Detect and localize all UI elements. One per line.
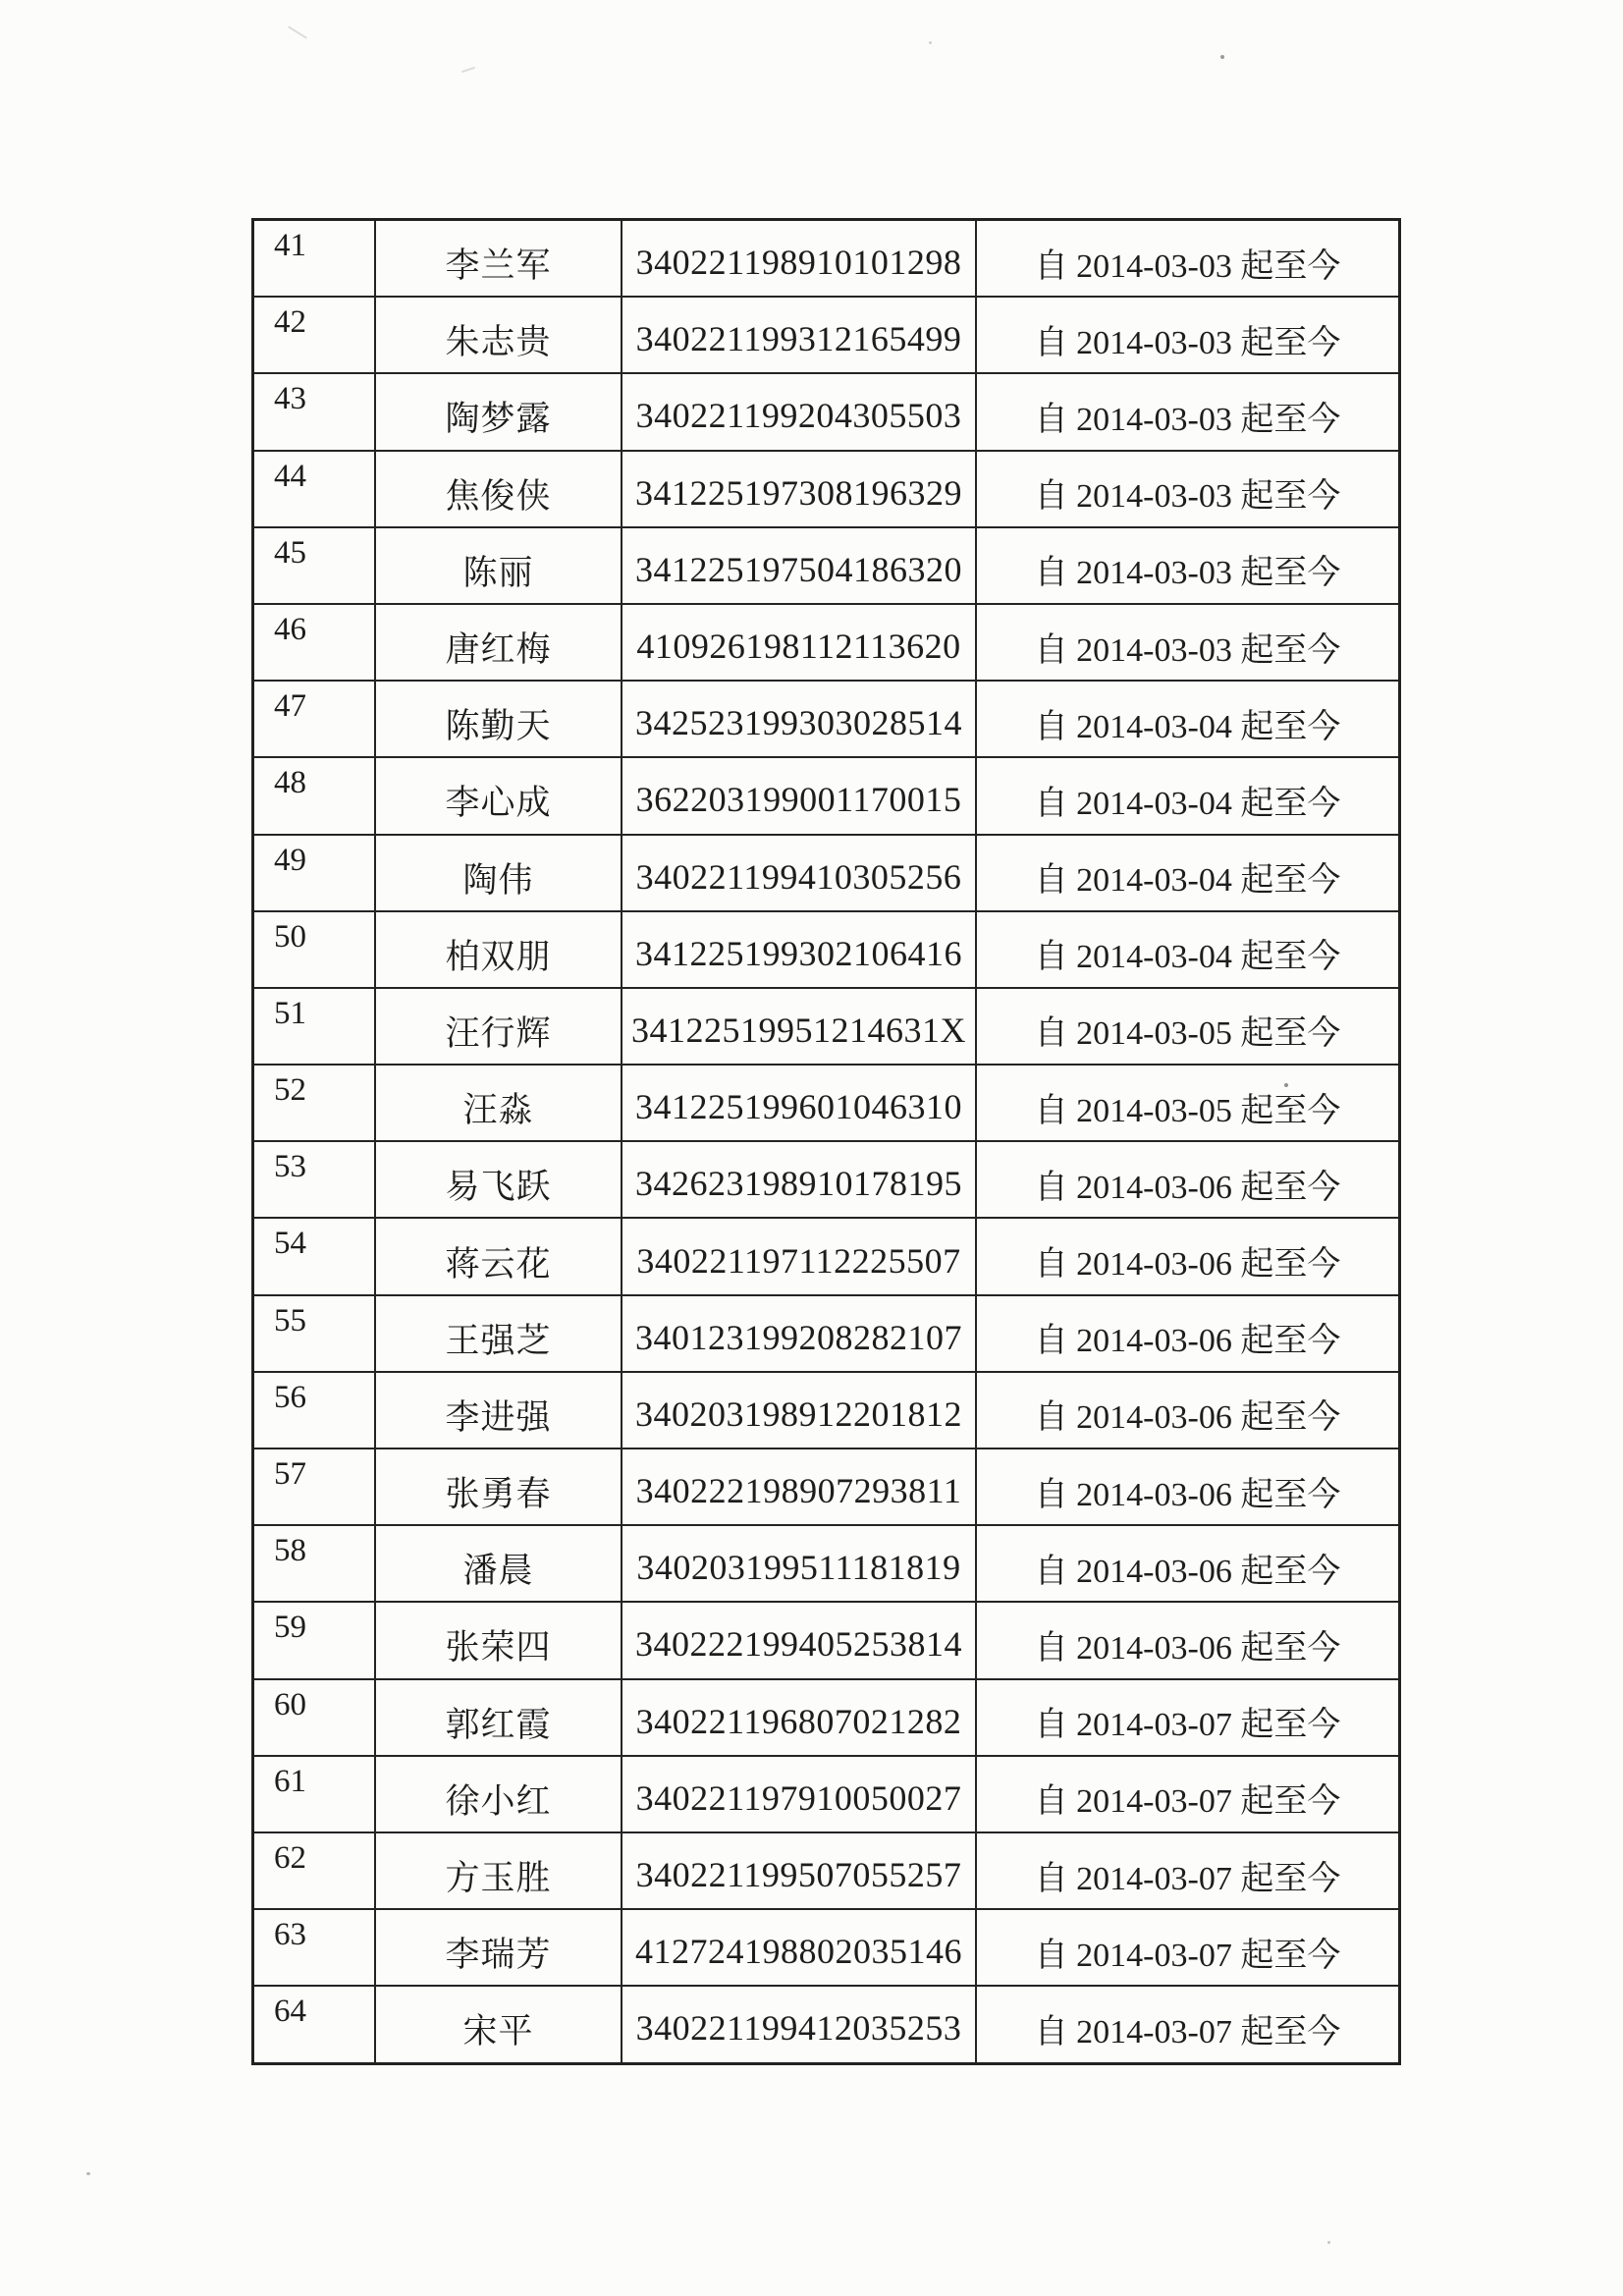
person-name: 李心成 [374,758,621,833]
table-row [254,1601,1398,1677]
row-number: 59 [274,1610,306,1646]
table-row [254,987,1398,1064]
person-name: 汪淼 [374,1066,621,1140]
id-number: 340222199405253814 [621,1603,975,1677]
validity-period: 自 2014-03-06 起至今 [975,1526,1398,1601]
id-number: 34122519951214631X [621,989,975,1064]
person-name: 陶伟 [374,836,621,910]
row-number: 43 [274,381,306,417]
validity-period: 自 2014-03-06 起至今 [975,1142,1398,1217]
person-name: 宋平 [374,1987,621,2061]
scan-speck [86,2172,90,2175]
row-number: 63 [274,1917,306,1953]
person-name: 蒋云花 [374,1219,621,1293]
id-number: 342523199303028514 [621,682,975,756]
row-number: 58 [274,1533,306,1569]
row-number: 62 [274,1839,306,1876]
table-row [254,221,1398,296]
validity-period: 自 2014-03-07 起至今 [975,1833,1398,1908]
table-row [254,1371,1398,1448]
table-row [254,1448,1398,1524]
scan-scratch [461,67,475,73]
table-row [254,1831,1398,1908]
person-name: 张勇春 [374,1449,621,1524]
row-number: 57 [274,1456,306,1492]
row-number: 56 [274,1379,306,1415]
id-number: 340221197112225507 [621,1219,975,1293]
id-number: 340221197910050027 [621,1757,975,1831]
person-name: 潘晨 [374,1526,621,1601]
person-name: 李进强 [374,1373,621,1448]
validity-period: 自 2014-03-03 起至今 [975,374,1398,449]
validity-period: 自 2014-03-03 起至今 [975,298,1398,372]
row-number: 47 [274,688,306,725]
id-number: 340221199410305256 [621,836,975,910]
validity-period: 自 2014-03-04 起至今 [975,682,1398,756]
id-number: 341225199302106416 [621,912,975,987]
scan-speck [1220,55,1224,59]
table-row [254,1985,1398,2061]
table-row [254,1294,1398,1371]
validity-period: 自 2014-03-07 起至今 [975,1757,1398,1831]
row-number: 45 [274,534,306,571]
person-name: 王强芝 [374,1296,621,1371]
personnel-roster-table [251,218,1401,2065]
id-number: 340221198910101298 [621,221,975,296]
validity-period: 自 2014-03-05 起至今 [975,1066,1398,1140]
id-number: 340221199507055257 [621,1833,975,1908]
person-name: 陶梦露 [374,374,621,449]
validity-period: 自 2014-03-04 起至今 [975,912,1398,987]
person-name: 唐红梅 [374,605,621,680]
id-number: 340123199208282107 [621,1296,975,1371]
person-name: 焦俊侠 [374,452,621,526]
validity-period: 自 2014-03-03 起至今 [975,528,1398,603]
person-name: 朱志贵 [374,298,621,372]
validity-period: 自 2014-03-07 起至今 [975,1680,1398,1755]
validity-period: 自 2014-03-03 起至今 [975,605,1398,680]
validity-period: 自 2014-03-06 起至今 [975,1449,1398,1524]
validity-period: 自 2014-03-03 起至今 [975,221,1398,296]
table-row [254,450,1398,526]
table-row [254,834,1398,910]
id-number: 412724198802035146 [621,1910,975,1985]
person-name: 李瑞芳 [374,1910,621,1985]
validity-period: 自 2014-03-06 起至今 [975,1296,1398,1371]
id-number: 342623198910178195 [621,1142,975,1217]
row-number: 54 [274,1226,306,1262]
validity-period: 自 2014-03-06 起至今 [975,1603,1398,1677]
scan-scratch [288,26,307,38]
person-name: 陈勤天 [374,682,621,756]
id-number: 362203199001170015 [621,758,975,833]
row-number: 50 [274,918,306,955]
validity-period: 自 2014-03-04 起至今 [975,836,1398,910]
id-number: 410926198112113620 [621,605,975,680]
id-number: 340203199511181819 [621,1526,975,1601]
validity-period: 自 2014-03-06 起至今 [975,1219,1398,1293]
row-number: 60 [274,1686,306,1722]
id-number: 340221199312165499 [621,298,975,372]
id-number: 341225197504186320 [621,528,975,603]
id-number: 340221199204305503 [621,374,975,449]
table-row [254,1524,1398,1601]
person-name: 张荣四 [374,1603,621,1677]
table-row [254,1140,1398,1217]
table-row [254,1908,1398,1985]
person-name: 郭红霞 [374,1680,621,1755]
row-number: 44 [274,458,306,494]
person-name: 柏双朋 [374,912,621,987]
table-row [254,372,1398,449]
row-number: 52 [274,1072,306,1109]
table-row [254,756,1398,833]
person-name: 方玉胜 [374,1833,621,1908]
row-number: 61 [274,1763,306,1799]
person-name: 陈丽 [374,528,621,603]
validity-period: 自 2014-03-03 起至今 [975,452,1398,526]
id-number: 340221199412035253 [621,1987,975,2061]
table-row [254,526,1398,603]
table-row [254,603,1398,680]
id-number: 341225197308196329 [621,452,975,526]
row-number: 51 [274,995,306,1031]
person-name: 李兰军 [374,221,621,296]
validity-period: 自 2014-03-04 起至今 [975,758,1398,833]
id-number: 340203198912201812 [621,1373,975,1448]
person-name: 汪行辉 [374,989,621,1064]
validity-period: 自 2014-03-06 起至今 [975,1373,1398,1448]
table-row [254,1064,1398,1140]
validity-period: 自 2014-03-05 起至今 [975,989,1398,1064]
table-row [254,1217,1398,1293]
person-name: 易飞跃 [374,1142,621,1217]
validity-period: 自 2014-03-07 起至今 [975,1987,1398,2061]
row-number: 64 [274,1994,306,2030]
id-number: 340222198907293811 [621,1449,975,1524]
validity-period: 自 2014-03-07 起至今 [975,1910,1398,1985]
row-number: 49 [274,842,306,878]
id-number: 341225199601046310 [621,1066,975,1140]
scan-speck [929,41,932,44]
row-number: 42 [274,304,306,341]
table-row [254,1678,1398,1755]
table-row [254,1755,1398,1831]
row-number: 48 [274,765,306,801]
id-number: 340221196807021282 [621,1680,975,1755]
row-number: 41 [274,228,306,263]
table-row [254,910,1398,987]
scan-speck [1327,2241,1330,2244]
row-number: 55 [274,1302,306,1339]
person-name: 徐小红 [374,1757,621,1831]
row-number: 46 [274,611,306,647]
table-row [254,296,1398,372]
table-row [254,680,1398,756]
row-number: 53 [274,1149,306,1185]
